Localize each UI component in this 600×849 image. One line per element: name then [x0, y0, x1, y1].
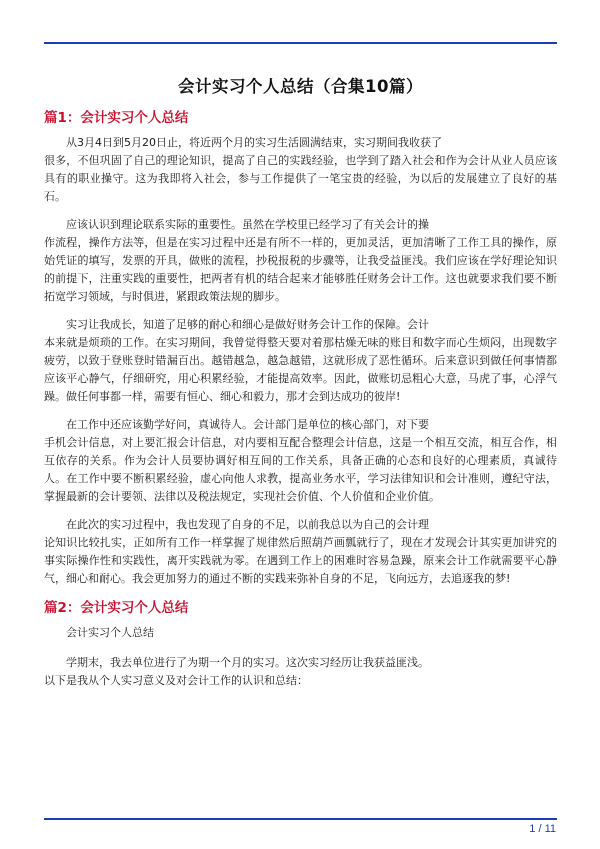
paragraph-1-body: 很多，不但巩固了自己的理论知识，提高了自己的实践经验，也学到了踏入社会和作为会计从业人员应该具有的职业操守。这为我即将入社会，参与工作提供了一笔宝贵的经验，为以后的发展建立了良好的基石。 [44, 154, 557, 203]
paragraph-2-body: 作流程，操作方法等，但是在实习过程中还是有所不一样的，更加灵活，更加清晰了工作工具的操作，原始凭证的填写，发票的开具，做账的流程，抄税报税的步骤等，让我受益匪浅。我们应该在学好理论知识的前提下，注重实践的重要性，把两者有机的结合起来才能够胜任财务会计工作。这也就要求我们要不断拓宽学习领域，与时俱进，紧跟政策法规的脚步。 [44, 236, 557, 303]
section-heading-1: 篇1：会计实习个人总结 [44, 110, 189, 126]
paragraph-2-lead: 应该认识到理论联系实际的重要性。虽然在学校里已经学习了有关会计的操 [66, 218, 429, 231]
page-number: 1 / 11 [529, 823, 556, 835]
paragraph-4-lead: 在工作中还应该勤学好问，真诚待人。会计部门是单位的核心部门，对下要 [66, 418, 429, 431]
paragraph-6-lead: 学期末，我去单位进行了为期一个月的实习。这次实习经历让我获益匪浅。 [66, 656, 429, 669]
section-2-subtitle: 会计实习个人总结 [66, 626, 154, 639]
paragraph-5-lead: 在此次的实习过程中，我也发现了自身的不足，以前我总以为自己的会计理 [66, 518, 429, 531]
paragraph-1 [44, 134, 557, 206]
header-rule [44, 42, 557, 44]
paragraph-5-body: 论知识比较扎实，正如所有工作一样掌握了规律然后照葫芦画瓢就行了，现在才发现会计其实更加讲究的事实际操作性和实践性，离开实践就为零。在遇到工作上的困难时容易急躁，原来会计工作就需要平心静气，细心和耐心。我会更加努力的通过不断的实践来弥补自身的不足，飞向远方，去追逐我的梦! [44, 536, 557, 585]
footer-rule [44, 818, 557, 820]
paragraph-4-body: 手机会计信息，对上要汇报会计信息，对内要相互配合整理会计信息，这是一个相互交流，相互合作，相互依存的关系。作为会计人员要协调好相互间的工作关系，具备正确的心态和良好的心理素质，真诚待人。在工作中要不断积累经验，虚心向他人求教，提高业务水平，学习法律知识和会计准则，遵纪守法，掌握最新的会计要领、法律以及税法规定，实现社会价值、个人价值和企业价值。 [44, 436, 557, 503]
document-title: 会计实习个人总结（合集10篇） [178, 77, 423, 96]
paragraph-3 [44, 316, 557, 406]
section-heading-2: 篇2：会计实习个人总结 [44, 600, 189, 616]
paragraph-2 [44, 216, 557, 306]
paragraph-3-body: 本来就是烦琐的工作。在实习期间，我曾觉得整天要对着那枯燥无味的账目和数字而心生烦闷，出现数字疲劳，以致于登账登时错漏百出。越错越急，越急越错，这就形成了恶性循环。后来意识到做任何事情都应该平心静气，仔细研究，用心积累经验，才能提高效率。因此，做账切忌粗心大意，马虎了事，心浮气躁。做任何事都一样，需要有恒心、细心和毅力，那才会到达成功的彼岸! [44, 336, 557, 403]
paragraph-6-body: 以下是我从个人实习意义及对会计工作的认识和总结： [44, 674, 308, 687]
paragraph-6 [44, 654, 557, 690]
paragraph-5 [44, 516, 557, 588]
paragraph-1-lead: 从3月4日到5月20日止，将近两个月的实习生活圆满结束，实习期间我收获了 [66, 136, 442, 149]
paragraph-3-lead: 实习让我成长，知道了足够的耐心和细心是做好财务会计工作的保障。会计 [66, 318, 429, 331]
paragraph-4 [44, 416, 557, 506]
document-page [44, 54, 557, 700]
